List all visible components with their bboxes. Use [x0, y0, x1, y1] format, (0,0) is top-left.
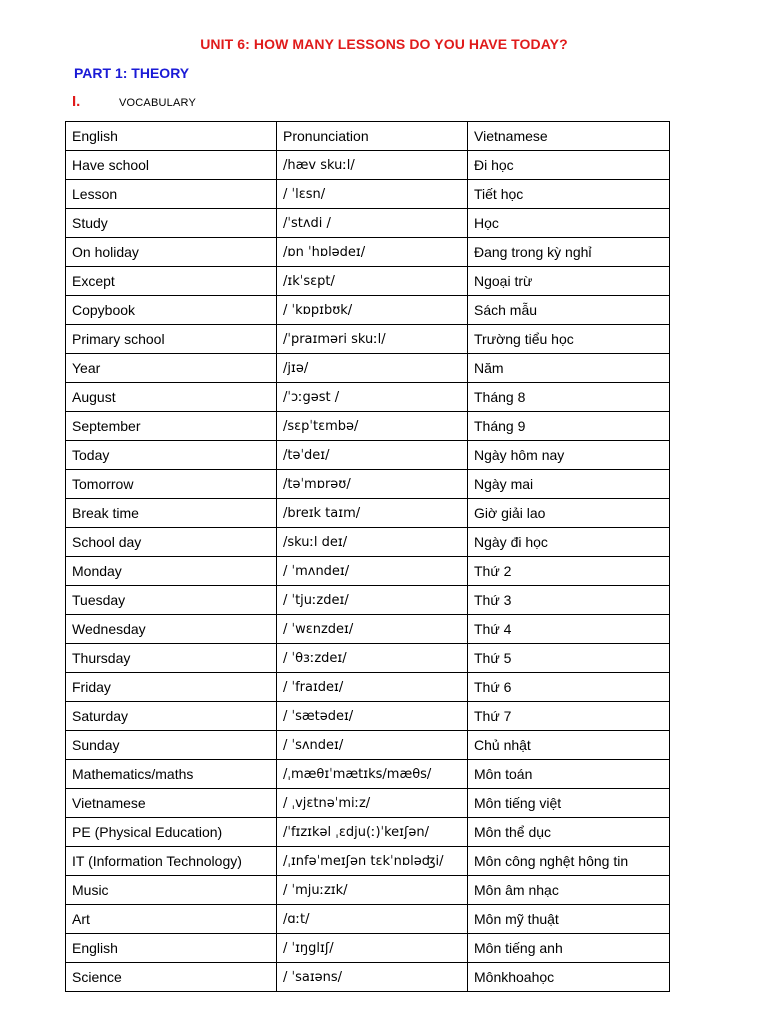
vietnamese-cell: Thứ 6 [468, 673, 670, 702]
pronunciation-cell: /ɑːt/ [277, 905, 468, 934]
table-row [66, 499, 670, 528]
pronunciation-cell: /təˈmɒrəʊ/ [277, 470, 468, 499]
table-row [66, 470, 670, 499]
table-row [66, 702, 670, 731]
vietnamese-cell: Môn toán [468, 760, 670, 789]
table-row [66, 383, 670, 412]
pronunciation-cell: /breɪk taɪm/ [277, 499, 468, 528]
section-label: VOCABULARY [119, 97, 196, 109]
vietnamese-cell: Mônkhoahọc [468, 963, 670, 992]
vietnamese-cell: Môn thể dục [468, 818, 670, 847]
pronunciation-cell: / ˈsaɪəns/ [277, 963, 468, 992]
pronunciation-cell: / ˈsʌndeɪ/ [277, 731, 468, 760]
vietnamese-cell: Giờ giải lao [468, 499, 670, 528]
pronunciation-cell: / ˈtjuːzdeɪ/ [277, 586, 468, 615]
pronunciation-cell: / ˈkɒpɪbʊk/ [277, 296, 468, 325]
english-cell: Science [66, 963, 277, 992]
pronunciation-cell: / ˈfraɪdeɪ/ [277, 673, 468, 702]
pronunciation-cell: /sɛpˈtɛmbə/ [277, 412, 468, 441]
vietnamese-cell: Môn tiếng việt [468, 789, 670, 818]
pronunciation-cell: /ˌɪnfəˈmeɪʃən tɛkˈnɒləʤi/ [277, 847, 468, 876]
english-cell: Today [66, 441, 277, 470]
pronunciation-cell: / ˌvjɛtnəˈmiːz/ [277, 789, 468, 818]
vietnamese-cell: Môn tiếng anh [468, 934, 670, 963]
pronunciation-cell: /ɒn ˈhɒlədeɪ/ [277, 238, 468, 267]
table-row [66, 354, 670, 383]
table-row [66, 673, 670, 702]
vietnamese-cell: Môn âm nhạc [468, 876, 670, 905]
pronunciation-cell: /ˈstʌdi / [277, 209, 468, 238]
vietnamese-cell: Trường tiểu học [468, 325, 670, 354]
table-row [66, 528, 670, 557]
vietnamese-cell: Đang trong kỳ nghỉ [468, 238, 670, 267]
english-cell: Copybook [66, 296, 277, 325]
table-row [66, 615, 670, 644]
table-row [66, 905, 670, 934]
vietnamese-cell: Tháng 8 [468, 383, 670, 412]
vietnamese-cell: Ngày mai [468, 470, 670, 499]
english-cell: Monday [66, 557, 277, 586]
vietnamese-cell: Thứ 4 [468, 615, 670, 644]
header-english: English [66, 122, 277, 151]
english-cell: PE (Physical Education) [66, 818, 277, 847]
table-row [66, 441, 670, 470]
vietnamese-cell: Sách mẫu [468, 296, 670, 325]
vietnamese-cell: Thứ 5 [468, 644, 670, 673]
table-row [66, 209, 670, 238]
english-cell: Saturday [66, 702, 277, 731]
table-row [66, 586, 670, 615]
english-cell: Vietnamese [66, 789, 277, 818]
vietnamese-cell: Học [468, 209, 670, 238]
table-row [66, 789, 670, 818]
english-cell: Wednesday [66, 615, 277, 644]
pronunciation-cell: /jɪə/ [277, 354, 468, 383]
header-pronunciation: Pronunciation [277, 122, 468, 151]
english-cell: Primary school [66, 325, 277, 354]
vietnamese-cell: Chủ nhật [468, 731, 670, 760]
pronunciation-cell: /ˌmæθɪˈmætɪks/mæθs/ [277, 760, 468, 789]
english-cell: English [66, 934, 277, 963]
vietnamese-cell: Thứ 2 [468, 557, 670, 586]
english-cell: IT (Information Technology) [66, 847, 277, 876]
table-row [66, 934, 670, 963]
vietnamese-cell: Ngoại trừ [468, 267, 670, 296]
pronunciation-cell: / ˈmʌndeɪ/ [277, 557, 468, 586]
part-heading: PART 1: THEORY [74, 65, 190, 81]
table-row [66, 238, 670, 267]
pronunciation-cell: /ˈɔːgəst / [277, 383, 468, 412]
pronunciation-cell: / ˈθɜːzdeɪ/ [277, 644, 468, 673]
english-cell: Year [66, 354, 277, 383]
english-cell: Thursday [66, 644, 277, 673]
vietnamese-cell: Môn công nghệt hông tin [468, 847, 670, 876]
table-row [66, 180, 670, 209]
english-cell: School day [66, 528, 277, 557]
table-header-row [66, 122, 670, 151]
vietnamese-cell: Thứ 7 [468, 702, 670, 731]
pronunciation-cell: / ˈsætədeɪ/ [277, 702, 468, 731]
english-cell: Music [66, 876, 277, 905]
english-cell: Tuesday [66, 586, 277, 615]
english-cell: Art [66, 905, 277, 934]
pronunciation-cell: / ˈwɛnzdeɪ/ [277, 615, 468, 644]
vietnamese-cell: Tiết học [468, 180, 670, 209]
table-row [66, 151, 670, 180]
table-row [66, 876, 670, 905]
vietnamese-cell: Thứ 3 [468, 586, 670, 615]
pronunciation-cell: /ˈfɪzɪkəl ˌɛdju(ː)ˈkeɪʃən/ [277, 818, 468, 847]
pronunciation-cell: /ˈpraɪməri skuːl/ [277, 325, 468, 354]
table-row [66, 818, 670, 847]
vietnamese-cell: Tháng 9 [468, 412, 670, 441]
table-body [66, 151, 670, 992]
english-cell: Break time [66, 499, 277, 528]
english-cell: Lesson [66, 180, 277, 209]
vietnamese-cell: Môn mỹ thuật [468, 905, 670, 934]
table-row [66, 760, 670, 789]
pronunciation-cell: /skuːl deɪ/ [277, 528, 468, 557]
english-cell: Study [66, 209, 277, 238]
vocabulary-table [65, 121, 670, 992]
pronunciation-cell: /ɪkˈsɛpt/ [277, 267, 468, 296]
vietnamese-cell: Năm [468, 354, 670, 383]
pronunciation-cell: / ˈmjuːzɪk/ [277, 876, 468, 905]
english-cell: Have school [66, 151, 277, 180]
pronunciation-cell: /hæv skuːl/ [277, 151, 468, 180]
vietnamese-cell: Ngày đi học [468, 528, 670, 557]
table-row [66, 644, 670, 673]
table-row [66, 731, 670, 760]
vietnamese-cell: Ngày hôm nay [468, 441, 670, 470]
table-row [66, 267, 670, 296]
table-row [66, 412, 670, 441]
english-cell: September [66, 412, 277, 441]
header-vietnamese: Vietnamese [468, 122, 670, 151]
table-row [66, 847, 670, 876]
table-row [66, 963, 670, 992]
table-row [66, 296, 670, 325]
unit-title: UNIT 6: HOW MANY LESSONS DO YOU HAVE TODAY? [200, 36, 568, 52]
english-cell: Tomorrow [66, 470, 277, 499]
english-cell: On holiday [66, 238, 277, 267]
table-row [66, 325, 670, 354]
english-cell: Mathematics/maths [66, 760, 277, 789]
english-cell: Friday [66, 673, 277, 702]
english-cell: Sunday [66, 731, 277, 760]
english-cell: August [66, 383, 277, 412]
pronunciation-cell: /təˈdeɪ/ [277, 441, 468, 470]
pronunciation-cell: / ˈɪŋglɪʃ/ [277, 934, 468, 963]
vietnamese-cell: Đi học [468, 151, 670, 180]
section-number: I. [72, 93, 81, 110]
english-cell: Except [66, 267, 277, 296]
pronunciation-cell: / ˈlɛsn/ [277, 180, 468, 209]
table-row [66, 557, 670, 586]
